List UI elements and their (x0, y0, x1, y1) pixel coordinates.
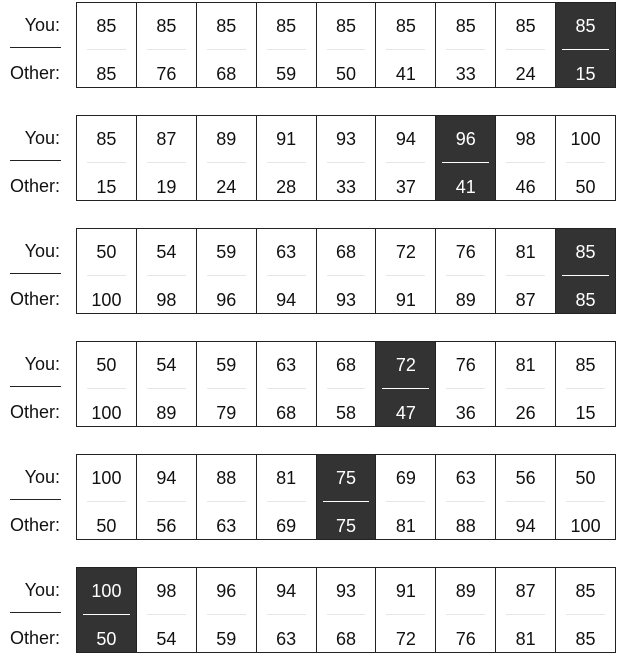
option-cell[interactable] (137, 455, 197, 539)
you-value: 50 (96, 355, 117, 375)
other-value: 50 (96, 629, 117, 649)
other-value: 91 (395, 290, 416, 310)
cell-divider (386, 614, 425, 615)
you-value: 69 (395, 468, 416, 488)
option-cell[interactable] (317, 342, 377, 426)
you-value: 85 (395, 16, 416, 36)
you-value: 56 (515, 468, 536, 488)
you-value: 85 (96, 129, 117, 149)
allocation-block (0, 567, 627, 653)
other-value: 94 (276, 290, 297, 310)
you-value: 81 (515, 242, 536, 262)
cell-divider (147, 162, 186, 163)
cell-divider (87, 501, 126, 502)
other-value: 63 (276, 629, 297, 649)
option-cell[interactable] (197, 568, 257, 652)
you-value: 85 (575, 581, 596, 601)
other-value: 68 (276, 403, 297, 423)
other-label: Other: (9, 402, 60, 422)
row-labels (0, 341, 76, 427)
other-value: 94 (515, 516, 536, 536)
you-value: 85 (455, 16, 476, 36)
row-labels (0, 567, 76, 653)
other-value: 85 (575, 290, 596, 310)
other-value: 76 (156, 64, 177, 84)
other-value: 56 (156, 516, 177, 536)
you-label: You: (24, 354, 60, 374)
you-value: 93 (335, 129, 357, 149)
other-value: 89 (455, 290, 476, 310)
other-value: 41 (395, 64, 416, 84)
option-grid (76, 115, 616, 201)
other-value: 26 (515, 403, 536, 423)
cell-divider (327, 162, 366, 163)
cell-divider (147, 49, 186, 50)
you-value: 59 (216, 355, 237, 375)
other-value: 24 (515, 64, 536, 84)
cell-divider (147, 275, 186, 276)
cell-divider (382, 388, 429, 389)
allocation-block (0, 454, 627, 540)
cell-divider (566, 501, 605, 502)
you-value: 94 (276, 581, 297, 601)
label-divider (10, 499, 61, 500)
you-value: 94 (395, 129, 416, 149)
label-divider (10, 47, 61, 48)
cell-divider (386, 162, 425, 163)
you-value: 94 (156, 468, 177, 488)
cell-divider (207, 388, 246, 389)
cell-divider (147, 614, 186, 615)
you-label: You: (24, 241, 60, 261)
other-value: 37 (395, 177, 416, 197)
cell-divider (566, 614, 605, 615)
option-cell[interactable] (137, 568, 197, 652)
option-cell[interactable] (257, 3, 317, 87)
option-cell[interactable] (257, 455, 317, 539)
other-value: 75 (335, 516, 357, 536)
you-value: 85 (216, 16, 237, 36)
you-label: You: (24, 15, 60, 35)
option-cell[interactable] (556, 342, 615, 426)
option-cell[interactable] (556, 455, 615, 539)
you-value: 100 (91, 468, 122, 488)
cell-divider (506, 501, 545, 502)
cell-divider (442, 162, 489, 163)
cell-divider (506, 388, 545, 389)
other-value: 47 (395, 403, 416, 423)
option-cell[interactable] (376, 116, 436, 200)
option-cell-selected[interactable] (556, 229, 615, 313)
other-value: 100 (570, 516, 601, 536)
option-cell[interactable] (496, 455, 556, 539)
cell-divider (323, 501, 370, 502)
other-value: 98 (156, 290, 177, 310)
other-value: 59 (216, 629, 237, 649)
cell-divider (87, 275, 126, 276)
cell-divider (267, 501, 306, 502)
label-divider (10, 273, 61, 274)
you-value: 85 (335, 16, 357, 36)
you-value: 89 (216, 129, 237, 149)
you-value: 50 (96, 242, 117, 262)
other-value: 15 (575, 64, 596, 84)
you-value: 91 (395, 581, 416, 601)
cell-divider (267, 49, 306, 50)
option-cell[interactable] (317, 568, 377, 652)
you-value: 96 (216, 581, 237, 601)
other-label: Other: (9, 515, 60, 535)
you-value: 88 (216, 468, 237, 488)
other-value: 68 (216, 64, 237, 84)
you-label: You: (24, 580, 60, 600)
other-value: 85 (96, 64, 117, 84)
cell-divider (87, 162, 126, 163)
other-value: 28 (276, 177, 297, 197)
option-cell[interactable] (137, 3, 197, 87)
you-value: 81 (515, 355, 536, 375)
allocation-block (0, 2, 627, 88)
row-labels (0, 2, 76, 88)
other-value: 79 (216, 403, 237, 423)
other-value: 36 (455, 403, 476, 423)
option-cell[interactable] (436, 229, 496, 313)
other-value: 58 (335, 403, 357, 423)
cell-divider (566, 388, 605, 389)
option-cell[interactable] (436, 342, 496, 426)
you-value: 72 (395, 355, 416, 375)
cell-divider (207, 49, 246, 50)
option-cell-selected[interactable] (317, 455, 377, 539)
you-value: 96 (455, 129, 476, 149)
option-cell[interactable] (197, 342, 257, 426)
other-value: 63 (216, 516, 237, 536)
cell-divider (446, 614, 485, 615)
cell-divider (386, 275, 425, 276)
other-value: 15 (575, 403, 596, 423)
cell-divider (446, 388, 485, 389)
other-value: 88 (455, 516, 476, 536)
cell-divider (566, 162, 605, 163)
option-cell[interactable] (197, 116, 257, 200)
other-value: 81 (515, 629, 536, 649)
label-divider (10, 612, 61, 613)
you-value: 63 (276, 355, 297, 375)
other-value: 33 (335, 177, 357, 197)
cell-divider (506, 614, 545, 615)
other-value: 87 (515, 290, 536, 310)
other-label: Other: (9, 63, 60, 83)
you-value: 72 (395, 242, 416, 262)
you-value: 87 (515, 581, 536, 601)
option-cell-selected[interactable] (376, 342, 436, 426)
you-value: 50 (575, 468, 596, 488)
option-cell[interactable] (137, 342, 197, 426)
other-value: 50 (575, 177, 596, 197)
cell-divider (446, 501, 485, 502)
cell-divider (147, 388, 186, 389)
other-label: Other: (9, 176, 60, 196)
option-grid (76, 228, 616, 314)
other-value: 15 (96, 177, 117, 197)
other-value: 100 (91, 290, 122, 310)
cell-divider (267, 275, 306, 276)
cell-divider (386, 501, 425, 502)
option-cell[interactable] (317, 3, 377, 87)
option-cell[interactable] (137, 116, 197, 200)
cell-divider (207, 275, 246, 276)
cell-divider (446, 275, 485, 276)
cell-divider (506, 162, 545, 163)
other-value: 41 (455, 177, 476, 197)
label-divider (10, 386, 61, 387)
option-cell[interactable] (197, 229, 257, 313)
cell-divider (83, 614, 130, 615)
you-value: 85 (575, 16, 596, 36)
option-cell[interactable] (436, 455, 496, 539)
option-cell[interactable] (137, 229, 197, 313)
you-label: You: (24, 128, 60, 148)
option-cell[interactable] (317, 229, 377, 313)
other-value: 46 (515, 177, 536, 197)
row-labels (0, 454, 76, 540)
row-labels (0, 228, 76, 314)
you-value: 100 (91, 581, 122, 601)
option-cell[interactable] (77, 3, 137, 87)
option-grid (76, 2, 616, 88)
option-cell-selected[interactable] (556, 3, 615, 87)
cell-divider (506, 275, 545, 276)
you-value: 75 (335, 468, 357, 488)
option-cell[interactable] (436, 568, 496, 652)
option-cell[interactable] (77, 116, 137, 200)
option-cell[interactable] (436, 3, 496, 87)
you-value: 76 (455, 242, 476, 262)
you-value: 85 (276, 16, 297, 36)
other-value: 68 (335, 629, 357, 649)
option-cell[interactable] (197, 3, 257, 87)
cell-divider (87, 49, 126, 50)
other-value: 19 (156, 177, 177, 197)
cell-divider (386, 49, 425, 50)
you-value: 85 (96, 16, 117, 36)
you-value: 54 (156, 355, 177, 375)
other-value: 89 (156, 403, 177, 423)
you-value: 63 (276, 242, 297, 262)
cell-divider (562, 275, 609, 276)
other-value: 59 (276, 64, 297, 84)
option-cell[interactable] (197, 455, 257, 539)
cell-divider (327, 49, 366, 50)
you-value: 93 (335, 581, 357, 601)
other-value: 33 (455, 64, 476, 84)
option-cell[interactable] (77, 342, 137, 426)
row-labels (0, 115, 76, 201)
you-value: 85 (515, 16, 536, 36)
other-value: 76 (455, 629, 476, 649)
option-grid (76, 454, 616, 540)
option-cell[interactable] (257, 342, 317, 426)
option-cell[interactable] (376, 229, 436, 313)
option-cell[interactable] (496, 229, 556, 313)
cell-divider (327, 614, 366, 615)
you-value: 76 (455, 355, 476, 375)
option-cell[interactable] (257, 568, 317, 652)
cell-divider (267, 162, 306, 163)
you-value: 59 (216, 242, 237, 262)
cell-divider (267, 388, 306, 389)
option-grid (76, 567, 616, 653)
cell-divider (327, 275, 366, 276)
cell-divider (327, 388, 366, 389)
other-label: Other: (9, 628, 60, 648)
allocation-block (0, 115, 627, 201)
other-value: 96 (216, 290, 237, 310)
cell-divider (87, 388, 126, 389)
option-cell-selected[interactable] (436, 116, 496, 200)
you-value: 89 (455, 581, 476, 601)
you-value: 63 (455, 468, 476, 488)
other-value: 93 (335, 290, 357, 310)
you-value: 68 (335, 355, 357, 375)
other-value: 24 (216, 177, 237, 197)
you-value: 85 (156, 16, 177, 36)
other-value: 100 (91, 403, 122, 423)
option-cell[interactable] (376, 568, 436, 652)
other-value: 69 (276, 516, 297, 536)
option-cell[interactable] (556, 568, 615, 652)
option-cell[interactable] (376, 455, 436, 539)
option-grid (76, 341, 616, 427)
option-cell[interactable] (77, 455, 137, 539)
you-value: 98 (515, 129, 536, 149)
other-label: Other: (9, 289, 60, 309)
allocation-block (0, 341, 627, 427)
cell-divider (506, 49, 545, 50)
you-value: 85 (575, 242, 596, 262)
option-cell[interactable] (317, 116, 377, 200)
other-value: 50 (96, 516, 117, 536)
you-value: 54 (156, 242, 177, 262)
cell-divider (562, 49, 609, 50)
option-cell[interactable] (496, 342, 556, 426)
allocation-block (0, 228, 627, 314)
cell-divider (267, 614, 306, 615)
you-value: 91 (276, 129, 297, 149)
option-cell[interactable] (496, 568, 556, 652)
other-value: 85 (575, 629, 596, 649)
cell-divider (147, 501, 186, 502)
option-cell[interactable] (496, 116, 556, 200)
other-value: 72 (395, 629, 416, 649)
option-cell[interactable] (556, 116, 615, 200)
you-value: 87 (156, 129, 177, 149)
you-value: 98 (156, 581, 177, 601)
other-value: 54 (156, 629, 177, 649)
option-cell[interactable] (77, 229, 137, 313)
cell-divider (207, 162, 246, 163)
you-value: 100 (570, 129, 601, 149)
option-cell-selected[interactable] (77, 568, 137, 652)
you-value: 68 (335, 242, 357, 262)
you-value: 85 (575, 355, 596, 375)
cell-divider (446, 49, 485, 50)
cell-divider (207, 501, 246, 502)
you-value: 81 (276, 468, 297, 488)
option-cell[interactable] (496, 3, 556, 87)
option-cell[interactable] (376, 3, 436, 87)
other-value: 81 (395, 516, 416, 536)
option-cell[interactable] (257, 116, 317, 200)
you-label: You: (24, 467, 60, 487)
label-divider (10, 160, 61, 161)
cell-divider (207, 614, 246, 615)
option-cell[interactable] (257, 229, 317, 313)
other-value: 50 (335, 64, 357, 84)
